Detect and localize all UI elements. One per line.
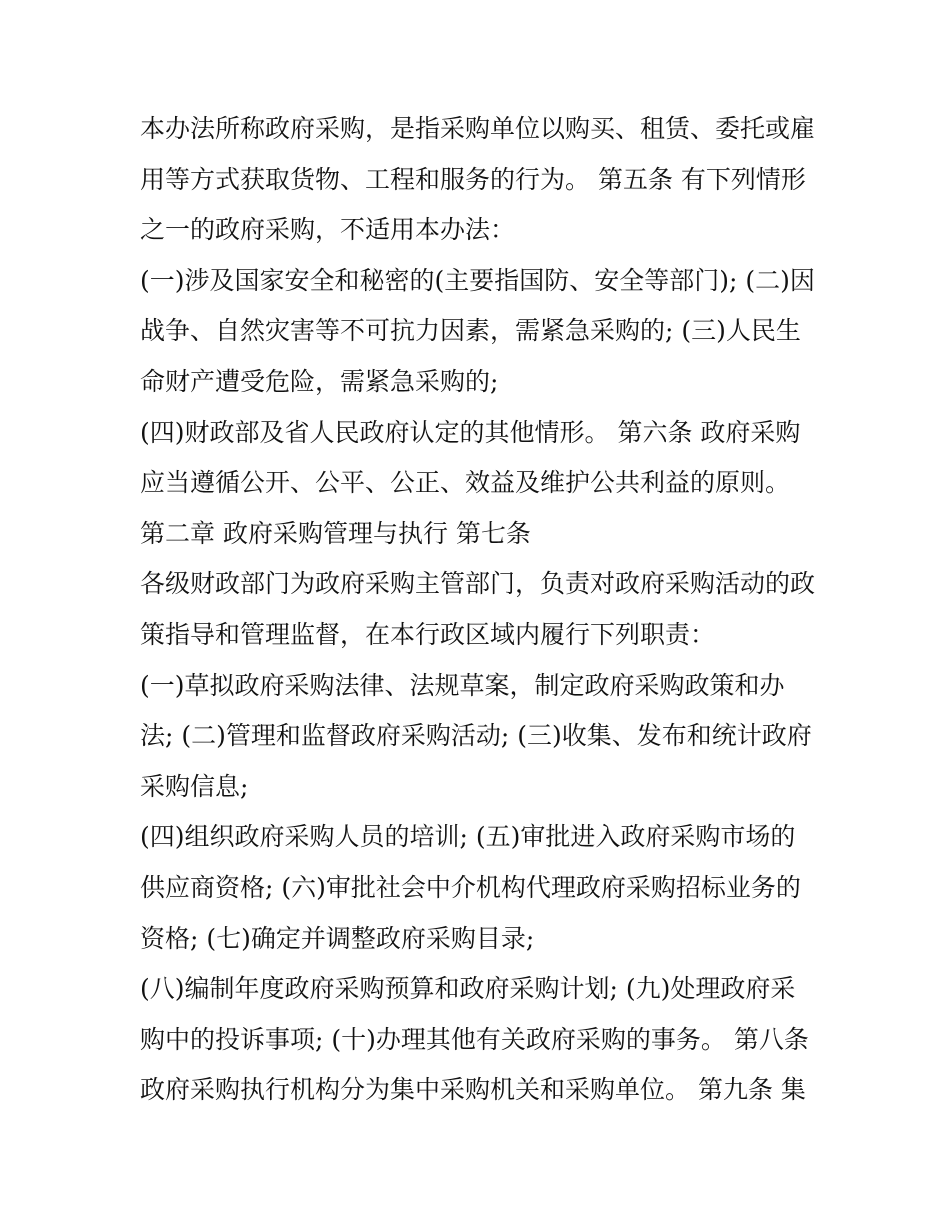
text-line: 购中的投诉事项; (十)办理其他有关政府采购的事务。 第八条	[140, 1024, 809, 1054]
text-line: (八)编制年度政府采购预算和政府采购计划; (九)处理政府采	[140, 974, 796, 1004]
body-text	[140, 104, 820, 1116]
text-line: 法; (二)管理和监督政府采购活动; (三)收集、发布和统计政府	[140, 721, 812, 751]
text-line: 政府采购执行机构分为集中采购机关和采购单位。 第九条 集	[140, 1075, 806, 1105]
text-line: (一)草拟政府采购法律、法规草案，制定政府采购政策和办	[140, 670, 785, 700]
text-line: 采购信息;	[140, 771, 249, 801]
text-line: (四)组织政府采购人员的培训; (五)审批进入政府采购市场的	[140, 822, 796, 852]
text-line: 应当遵循公开、公平、公正、效益及维护公共利益的原则。	[140, 468, 791, 498]
text-line: (四)财政部及省人民政府认定的其他情形。 第六条 政府采购	[140, 417, 801, 447]
text-line: 用等方式获取货物、工程和服务的行为。 第五条 有下列情形	[140, 164, 806, 194]
text-line: 供应商资格; (六)审批社会中介机构代理政府采购招标业务的	[140, 872, 801, 902]
text-line: 命财产遭受危险，需紧急采购的;	[140, 366, 499, 396]
text-line: 战争、自然灾害等不可抗力因素，需紧急采购的; (三)人民生	[140, 316, 801, 346]
text-line: 本办法所称政府采购，是指采购单位以购买、租赁、委托或雇	[140, 114, 816, 143]
text-line: (一)涉及国家安全和秘密的(主要指国防、安全等部门); (二)因	[140, 265, 815, 295]
text-line: 之一的政府采购，不适用本办法：	[140, 215, 516, 245]
chapter-heading: 第二章 政府采购管理与执行 第七条	[140, 518, 531, 548]
text-line: 策指导和管理监督，在本行政区域内履行下列职责：	[140, 619, 716, 649]
text-line: 各级财政部门为政府采购主管部门，负责对政府采购活动的政	[140, 569, 816, 599]
text-line: 资格; (七)确定并调整政府采购目录;	[140, 923, 535, 953]
